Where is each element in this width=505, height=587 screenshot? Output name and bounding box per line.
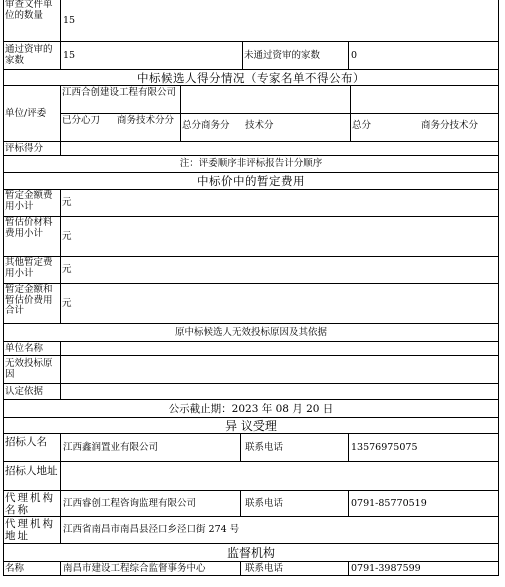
eval-score-value — [61, 142, 499, 155]
agency-addr-label: 代理机构地址 — [3, 517, 61, 543]
scores-right-divider — [351, 113, 498, 114]
provisional-value: 元 — [61, 217, 499, 256]
tenderer-addr-row — [3, 462, 499, 491]
scores-title-row — [3, 70, 499, 86]
supervision-name-value: 南昌市建设工程综合监督事务中心 — [61, 562, 241, 575]
invalid-value — [61, 356, 499, 383]
invalid-label: 单位名称 — [3, 342, 61, 355]
provisional-row — [3, 284, 499, 324]
invalid-row — [3, 342, 499, 356]
invalid-value — [61, 342, 499, 355]
scores-header-row — [3, 86, 499, 142]
provisional-row — [3, 217, 499, 257]
scores-col-total: 总分 — [352, 120, 372, 131]
passed-label: 通过资审的家数 — [3, 42, 61, 69]
unit-count-label: 审查文件单位的数量 — [3, 0, 61, 41]
scores-col-business-tech2: 商务分技术分 — [421, 120, 479, 131]
tenderer-row — [3, 434, 499, 462]
provisional-title-row — [3, 173, 499, 190]
publicity-row — [3, 400, 499, 418]
tenderer-phone-label: 联系电话 — [241, 434, 349, 461]
provisional-row — [3, 257, 499, 284]
agency-addr-value: 江西省南昌市南昌县泾口乡泾口街 274 号 — [61, 517, 499, 543]
supervision-phone-value: 0791-3987599 — [349, 562, 499, 575]
invalid-value — [61, 384, 499, 399]
invalid-row — [3, 356, 499, 384]
scores-mid-divider — [181, 113, 350, 114]
agency-addr-row — [3, 517, 499, 544]
agency-value: 江西睿创工程咨询监理有限公司 — [61, 491, 241, 516]
scores-row-label: 单位/评委 — [3, 86, 61, 141]
scores-note: 注：评委顺序非评标报告计分顺序 — [3, 156, 499, 172]
tenderer-value: 江西鑫润置业有限公司 — [61, 434, 241, 461]
scores-col-tech: 技术分 — [245, 120, 274, 131]
provisional-label: 其他暂定费用小计 — [3, 257, 61, 283]
provisional-value: 元 — [61, 257, 499, 283]
provisional-row — [3, 190, 499, 217]
unit-count-value: 15 — [61, 0, 499, 41]
bid-result-document — [3, 0, 499, 587]
scores-company-name: 江西合创建设工程有限公司 — [62, 87, 177, 98]
publicity-deadline: 公示截止期：2023 年 08 月 20 日 — [3, 400, 499, 417]
objection-title-row — [3, 418, 499, 434]
passed-value: 15 — [61, 42, 243, 69]
tenderer-addr-label: 招标人地址 — [3, 462, 61, 490]
failed-label: 未通过资审的家数 — [243, 42, 349, 69]
supervision-row — [3, 562, 499, 576]
provisional-section-title: 中标价中的暂定费用 — [3, 173, 499, 189]
scores-company-divider — [61, 113, 180, 114]
agency-phone-value: 0791-85770519 — [349, 491, 499, 516]
agency-label: 代理机构名称 — [3, 491, 61, 516]
scores-company-block — [61, 86, 181, 141]
provisional-label: 暂定金额费用小计 — [3, 190, 61, 216]
supervision-title-row — [3, 544, 499, 562]
provisional-label: 暂估价材料费用小计 — [3, 217, 61, 256]
provisional-value: 元 — [61, 190, 499, 216]
eval-score-label: 评标得分 — [3, 142, 61, 155]
supervision-section-title: 监督机构 — [3, 544, 499, 561]
scores-col-business-tech: 商务技术分分 — [117, 115, 175, 126]
provisional-label: 暂定金额和暂估价费用合计 — [3, 284, 61, 323]
tenderer-label: 招标人名 — [3, 434, 61, 461]
invalid-row — [3, 384, 499, 400]
tenderer-phone-value: 13576975075 — [349, 434, 499, 461]
objection-section-title: 异 议受理 — [3, 418, 499, 433]
agency-row — [3, 491, 499, 517]
scores-col-expert-a: 已分心刀 — [62, 115, 101, 126]
scores-eval-row — [3, 142, 499, 156]
invalid-section-title: 原中标候选人无效投标原因及其依据 — [3, 324, 499, 341]
review-unit-count-row — [3, 0, 499, 42]
failed-value: 0 — [349, 42, 499, 69]
invalid-label: 无效投标原因 — [3, 356, 61, 383]
scores-mid-block — [181, 86, 351, 141]
review-pass-row — [3, 42, 499, 70]
tenderer-addr-value — [61, 462, 499, 490]
provisional-value: 元 — [61, 284, 499, 323]
supervision-phone-label: 联系电话 — [241, 562, 349, 575]
invalid-label: 认定依据 — [3, 384, 61, 399]
scores-right-block — [351, 86, 499, 141]
agency-phone-label: 联系电话 — [241, 491, 349, 516]
invalid-title-row — [3, 324, 499, 342]
supervision-name-label: 名称 — [3, 562, 61, 575]
scores-section-title: 中标候选人得分情况（专家名单不得公布） — [3, 70, 499, 85]
scores-col-total-business: 总分商务分 — [182, 120, 230, 131]
scores-note-row — [3, 156, 499, 173]
